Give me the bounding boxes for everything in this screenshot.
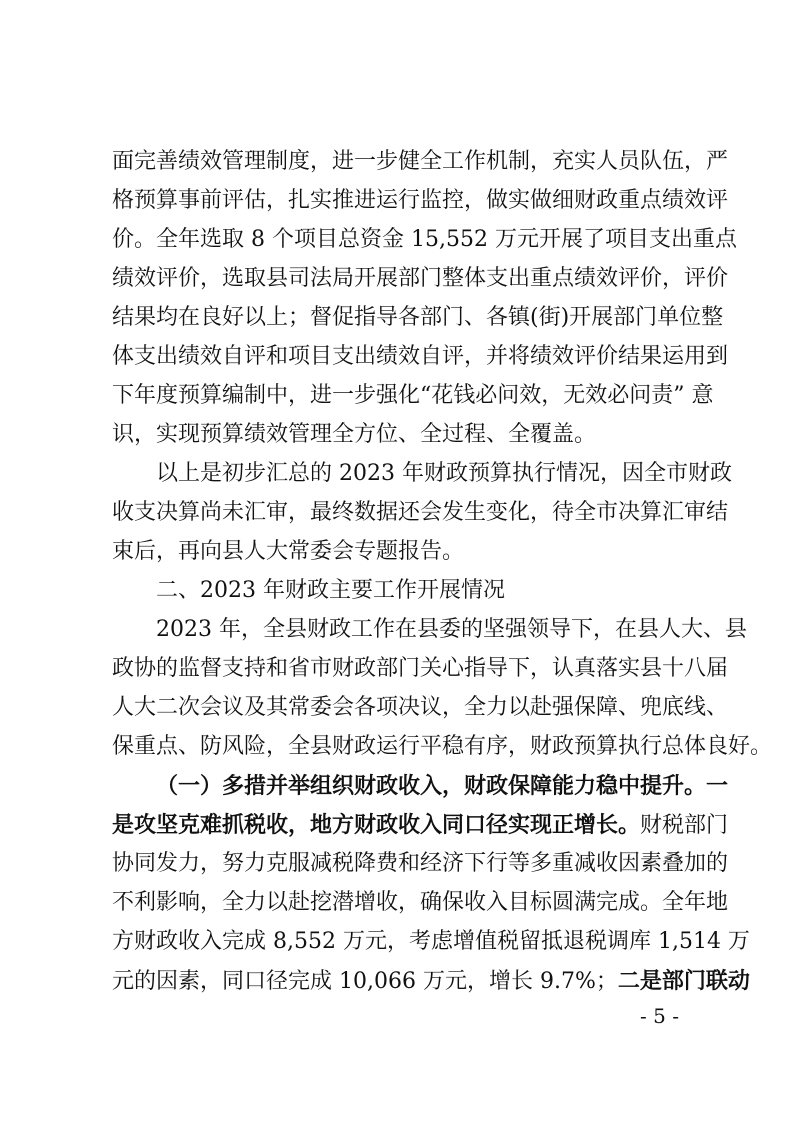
paragraph-line: 不利影响，全力以赴挖潜增收，确保收入目标圆满完成。全年地 <box>112 890 729 915</box>
section-heading: 二、2023 年财政主要工作开展情况 <box>156 578 505 603</box>
paragraph-line: 收支决算尚未汇审，最终数据还会发生变化，待全市决算汇审结 <box>112 500 729 525</box>
paragraph-line: 价。全年选取 8 个项目总资金 15,552 万元开展了项目支出重点 <box>112 227 737 252</box>
bold-lead-text: 二是部门联动 <box>617 968 750 994</box>
bold-lead-text: 是攻坚克难抓税收，地方财政收入同口径实现正增长。 <box>112 812 641 838</box>
paragraph-line: 格预算事前评估，扎实推进运行监控，做实做细财政重点绩效评 <box>112 188 729 213</box>
paragraph-line: 面完善绩效管理制度，进一步健全工作机制，充实人员队伍，严 <box>112 149 729 174</box>
page-number: - 5 - <box>640 1004 679 1028</box>
paragraph-line: 体支出绩效自评和项目支出绩效自评，并将绩效评价结果运用到 <box>112 344 729 369</box>
paragraph-line: 绩效评价，选取县司法局开展部门整体支出重点绩效评价，评价 <box>112 266 729 291</box>
paragraph-line: 下年度预算编制中，进一步强化“花钱必问效，无效必问责” 意 <box>112 383 714 408</box>
paragraph-line: 协同发力，努力克服减税降费和经济下行等多重减收因素叠加的 <box>112 851 729 876</box>
paragraph-line: 保重点、防风险，全县财政运行平稳有序，财政预算执行总体良好。 <box>112 734 773 759</box>
paragraph-line: 2023 年，全县财政工作在县委的坚强领导下，在县人大、县 <box>156 617 747 642</box>
paragraph-line-mixed <box>112 967 750 996</box>
paragraph-line: 人大二次会议及其常委会各项决议，全力以赴强保障、兜底线、 <box>112 695 729 720</box>
paragraph-line: 以上是初步汇总的 2023 年财政预算执行情况，因全市财政 <box>156 461 732 486</box>
body-text: 元的因素，同口径完成 10,066 万元，增长 9.7%； <box>112 969 618 994</box>
paragraph-line: 束后，再向县人大常委会专题报告。 <box>112 539 465 564</box>
paragraph-line: 结果均在良好以上；督促指导各部门、各镇(街)开展部门单位整 <box>112 305 724 330</box>
body-text: 财税部门 <box>640 813 729 838</box>
paragraph-line: 识，实现预算绩效管理全方位、全过程、全覆盖。 <box>112 422 597 447</box>
subheading-line: （一）多措并举组织财政收入，财政保障能力稳中提升。一 <box>156 773 729 799</box>
paragraph-line: 政协的监督支持和省市财政部门关心指导下，认真落实县十八届 <box>112 656 729 681</box>
paragraph-line-mixed <box>112 811 729 840</box>
paragraph-line: 方财政收入完成 8,552 万元，考虑增值税留抵退税调库 1,514 万 <box>112 929 750 954</box>
